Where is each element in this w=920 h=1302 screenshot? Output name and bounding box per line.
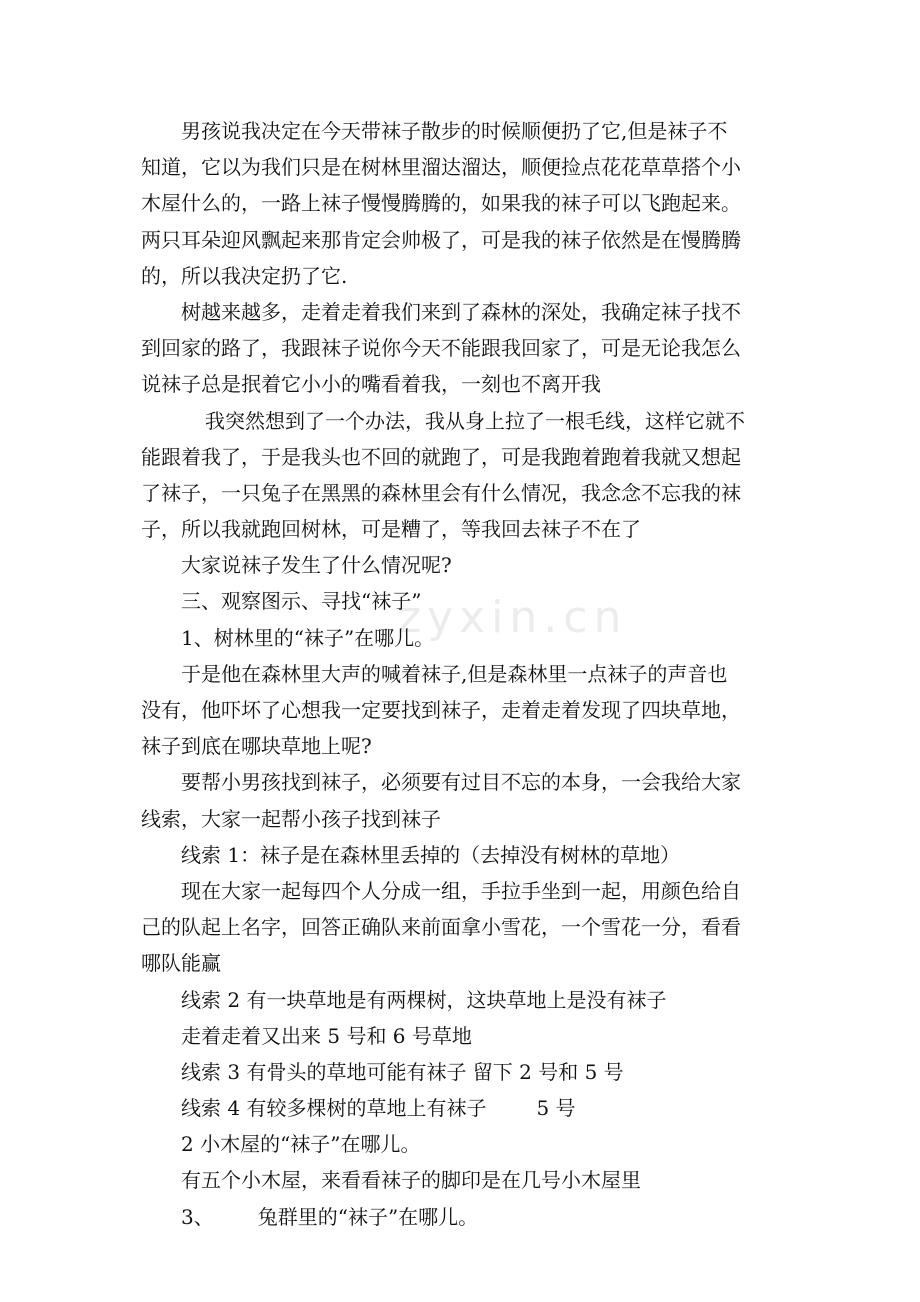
text-line: 我突然想到了一个办法，我从身上拉了一根毛线，这样它就不 xyxy=(205,408,745,433)
text-line: 子，所以我就跑回树林，可是糟了，等我回去袜子不在了 xyxy=(141,517,641,542)
clue-line xyxy=(141,1090,801,1126)
text-line: 哪队能赢 xyxy=(141,951,221,976)
text-line: 现在大家一起每四个人分成一组，手拉手坐到一起，用颜色给自 xyxy=(181,878,741,903)
text-line: 要帮小男孩找到袜子，必须要有过目不忘的本身，一会我给大家 xyxy=(181,770,741,795)
text-line: 大家说袜子发生了什么情况呢? xyxy=(181,553,452,578)
section-heading: 三、观察图示、寻找“袜子” xyxy=(181,589,422,614)
text-line: 走着走着又出来 5 号和 6 号草地 xyxy=(181,1023,472,1048)
text-line: 树越来越多，走着走着我们来到了森林的深处，我确定袜子找不 xyxy=(181,299,741,324)
clue-line: 线索 2 有一块草地是有两棵树，这块草地上是没有袜子 xyxy=(181,987,667,1012)
text-line: 知道，它以为我们只是在树林里溜达溜达，顺便捡点花花草草搭个小 xyxy=(141,155,741,180)
text-line: 两只耳朵迎风飘起来那肯定会帅极了，可是我的袜子依然是在慢腾腾 xyxy=(141,227,741,252)
text-line: 没有，他吓坏了心想我一定要找到袜子，走着走着发现了四块草地， xyxy=(141,698,741,722)
text-line: 能跟着我了，于是我头也不回的就跑了，可是我跑着跑着我就又想起 xyxy=(141,444,741,469)
text-line: 于是他在森林里大声的喊着袜子,但是森林里一点袜子的声音也 xyxy=(181,661,728,686)
watermark: zyxin.cn xyxy=(398,592,628,643)
text-line: 说袜子总是抿着它小小的嘴看着我，一刻也不离开我 xyxy=(141,372,601,397)
text-line: 木屋什么的，一路上袜子慢慢腾腾的，如果我的袜子可以飞跑起来。 xyxy=(141,191,741,216)
subsection-heading: 1、树林里的“袜子”在哪儿。 xyxy=(181,625,435,650)
subsection-heading xyxy=(141,1199,801,1235)
clue-answer: 5 号 xyxy=(536,1096,576,1121)
text-line: 有五个小木屋，来看看袜子的脚印是在几号小木屋里 xyxy=(181,1168,641,1193)
text-line: 线索，大家一起帮小孩子找到袜子 xyxy=(141,806,441,831)
body-text xyxy=(141,113,801,1235)
text-line: 己的队起上名字，回答正确队来前面拿小雪花，一个雪花一分，看看 xyxy=(141,915,741,940)
clue-line: 线索 3 有骨头的草地可能有袜子 留下 2 号和 5 号 xyxy=(181,1059,624,1084)
text-line: 了袜子，一只兔子在黑黑的森林里会有什么情况，我念念不忘我的袜 xyxy=(141,480,741,505)
subsection-title: 兔群里的“袜子”在哪儿。 xyxy=(257,1204,479,1229)
subsection-heading: 2 小木屋的“袜子”在哪儿。 xyxy=(181,1132,421,1157)
clue-text: 线索 4 有较多棵树的草地上有袜子 xyxy=(181,1096,487,1121)
text-line: 的，所以我决定扔了它. xyxy=(141,263,348,288)
subsection-number: 3、 xyxy=(181,1204,214,1229)
clue-line: 线索 1：袜子是在森林里丢掉的（去掉没有树林的草地） xyxy=(181,842,681,867)
text-line: 男孩说我决定在今天带袜子散步的时候顺便扔了它,但是袜子不 xyxy=(181,119,728,143)
text-line: 到回家的路了，我跟袜子说你今天不能跟我回家了，可是无论我怎么 xyxy=(141,336,741,361)
text-line: 袜子到底在哪块草地上呢? xyxy=(141,734,372,759)
